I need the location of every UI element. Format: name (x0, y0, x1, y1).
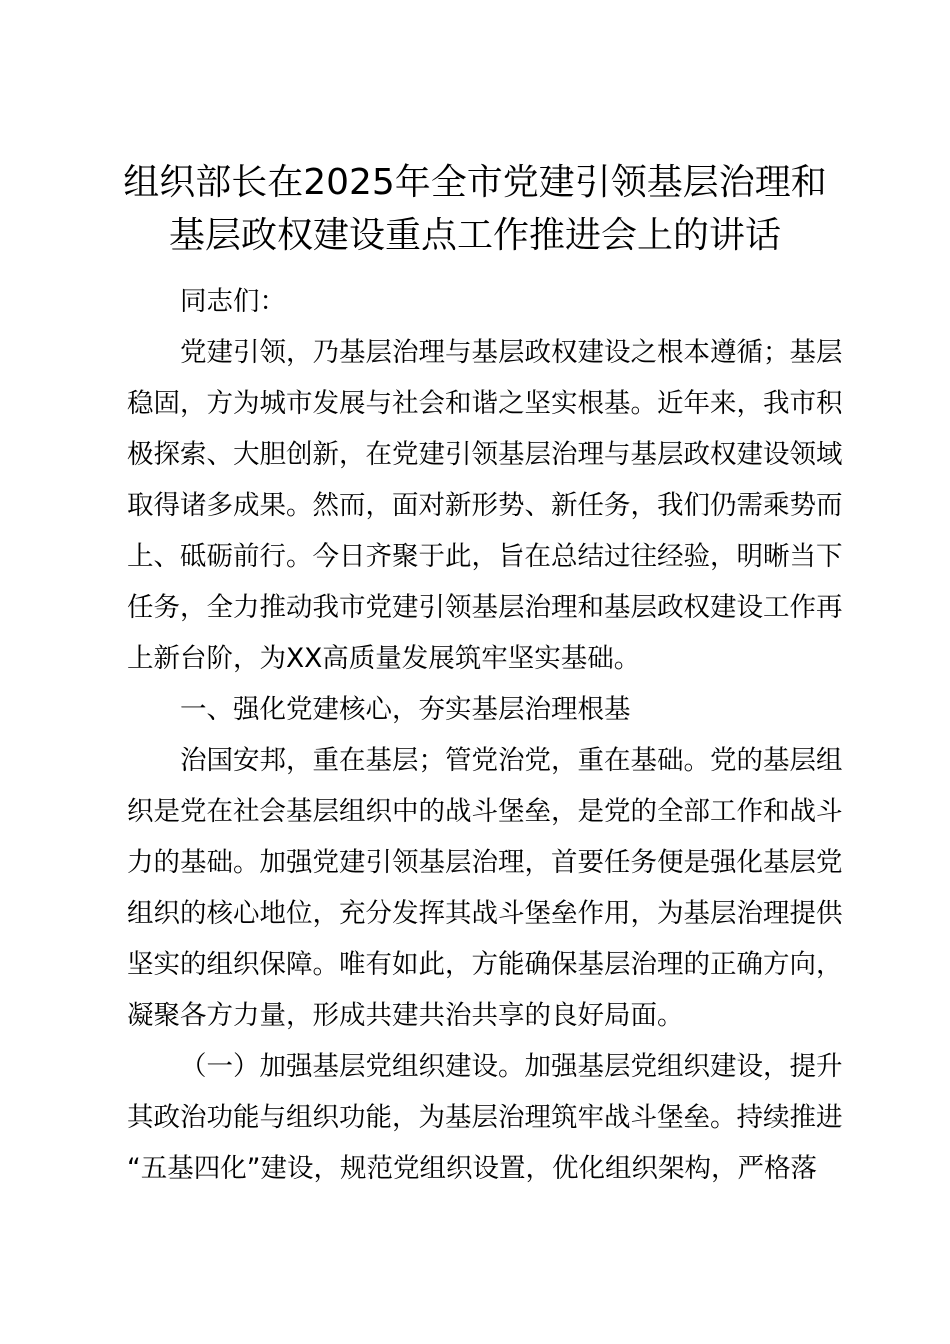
paragraph-line: 稳固，方为城市发展与社会和谐之坚实根基。近年来，我市积 (127, 388, 843, 419)
salutation: 同志们： (180, 286, 286, 317)
paragraph-line: 任务，全力推动我市党建引领基层治理和基层政权建设工作再 (127, 592, 843, 623)
paragraph-line: 上新台阶，为XX高质量发展筑牢坚实基础。 (127, 643, 641, 674)
paragraph-line: 织是党在社会基层组织中的战斗堡垒，是党的全部工作和战斗 (127, 796, 843, 827)
paragraph-line: 其政治功能与组织功能，为基层治理筑牢战斗堡垒。持续推进 (127, 1102, 843, 1133)
document-title-line-1: 组织部长在2025年全市党建引领基层治理和 (123, 162, 827, 203)
document-title-line-2: 基层政权建设重点工作推进会上的讲话 (168, 215, 781, 256)
section-heading: 一、强化党建核心，夯实基层治理根基 (180, 694, 631, 725)
paragraph-line: 凝聚各方力量，形成共建共治共享的良好局面。 (127, 1000, 684, 1031)
paragraph-line: 治国安邦，重在基层；管党治党，重在基础。党的基层组 (180, 745, 843, 776)
paragraph-line: 力的基础。加强党建引领基层治理，首要任务便是强化基层党 (127, 847, 843, 878)
paragraph-line: 取得诸多成果。然而，面对新形势、新任务，我们仍需乘势而 (127, 490, 843, 521)
subsection-paragraph-line: （一）加强基层党组织建设。加强基层党组织建设，提升 (180, 1051, 843, 1082)
paragraph-line: 上、砥砺前行。今日齐聚于此，旨在总结过往经验，明晰当下 (127, 541, 843, 572)
paragraph-line: 极探索、大胆创新，在党建引领基层治理与基层政权建设领域 (127, 439, 843, 470)
paragraph-line: 党建引领，乃基层治理与基层政权建设之根本遵循；基层 (180, 337, 843, 368)
paragraph-line: “五基四化”建设，规范党组织设置，优化组织架构，严格落 (127, 1153, 817, 1184)
paragraph-line: 坚实的组织保障。唯有如此，方能确保基层治理的正确方向， (127, 949, 843, 980)
paragraph-line: 组织的核心地位，充分发挥其战斗堡垒作用，为基层治理提供 (127, 898, 843, 929)
